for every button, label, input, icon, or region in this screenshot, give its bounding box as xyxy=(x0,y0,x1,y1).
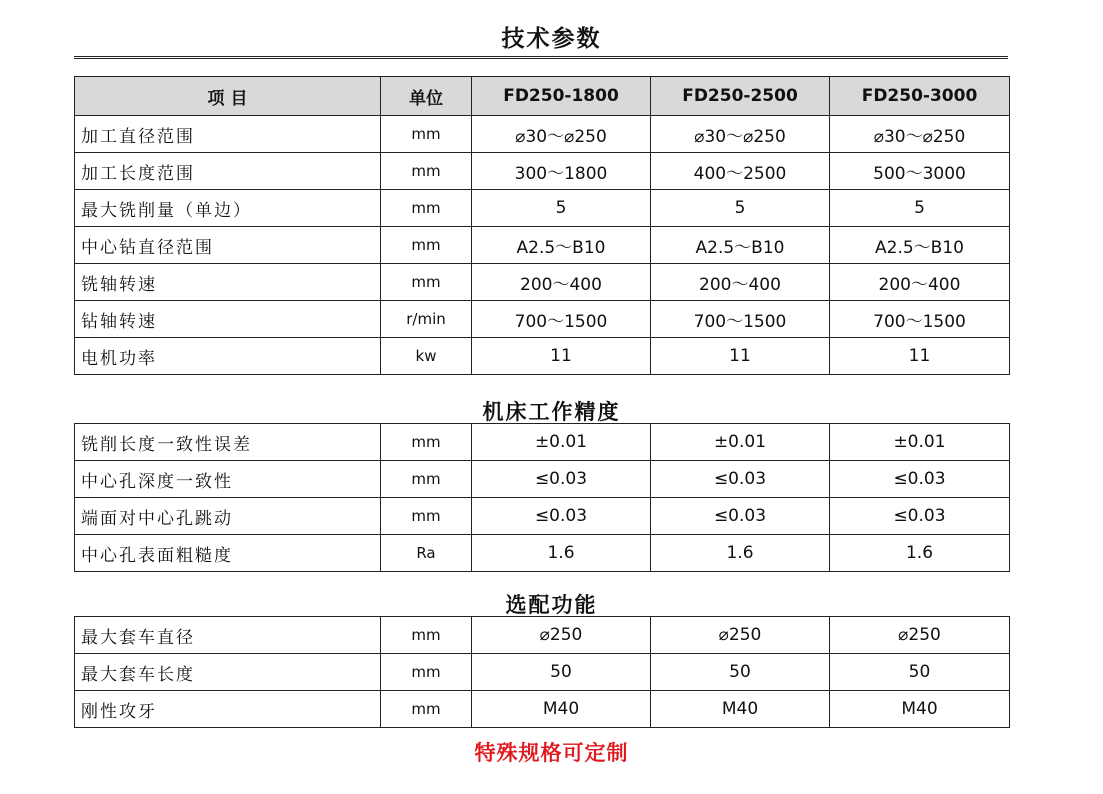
row-value-model-3: 50 xyxy=(830,654,1010,691)
row-value-model-1: ≤0.03 xyxy=(472,498,651,535)
row-value-model-2: ⌀250 xyxy=(651,617,830,654)
row-value-model-3: ±0.01 xyxy=(830,424,1010,461)
page-title: 技术参数 xyxy=(501,25,602,52)
row-value-model-2: 11 xyxy=(651,338,830,375)
row-unit: mm xyxy=(381,461,472,498)
row-value-model-2: 50 xyxy=(651,654,830,691)
row-value-model-2: 700～1500 xyxy=(651,301,830,338)
row-label: 钻轴转速 xyxy=(75,301,381,338)
header-item: 项 目 xyxy=(75,77,381,116)
row-label: 铣削长度一致性误差 xyxy=(75,424,381,461)
row-value-model-3: 11 xyxy=(830,338,1010,375)
row-value-model-1: A2.5～B10 xyxy=(472,227,651,264)
precision-body xyxy=(75,424,1010,572)
row-value-model-2: 1.6 xyxy=(651,535,830,572)
row-value-model-3: 700～1500 xyxy=(830,301,1010,338)
row-value-model-3: ⌀30～⌀250 xyxy=(830,116,1010,153)
row-value-model-2: 400～2500 xyxy=(651,153,830,190)
row-value-model-2: 200～400 xyxy=(651,264,830,301)
row-value-model-2: ≤0.03 xyxy=(651,498,830,535)
table-row xyxy=(75,691,1010,728)
table-row xyxy=(75,264,1010,301)
row-value-model-1: ⌀30～⌀250 xyxy=(472,116,651,153)
row-label: 最大铣削量（单边） xyxy=(75,190,381,227)
row-unit: Ra xyxy=(381,535,472,572)
custom-spec-note: 特殊规格可定制 xyxy=(474,740,629,765)
row-value-model-1: 200～400 xyxy=(472,264,651,301)
row-unit: mm xyxy=(381,617,472,654)
row-value-model-1: M40 xyxy=(472,691,651,728)
table-row xyxy=(75,190,1010,227)
options-section-title: 选配功能 xyxy=(505,592,598,617)
table-row xyxy=(75,301,1010,338)
row-value-model-2: A2.5～B10 xyxy=(651,227,830,264)
row-value-model-3: ≤0.03 xyxy=(830,498,1010,535)
row-unit: mm xyxy=(381,654,472,691)
row-value-model-1: ⌀250 xyxy=(472,617,651,654)
options-body xyxy=(75,617,1010,728)
row-value-model-3: A2.5～B10 xyxy=(830,227,1010,264)
row-label: 中心钻直径范围 xyxy=(75,227,381,264)
header-model-2: FD250-2500 xyxy=(651,77,830,116)
row-value-model-2: ±0.01 xyxy=(651,424,830,461)
row-value-model-1: 700～1500 xyxy=(472,301,651,338)
row-label: 铣轴转速 xyxy=(75,264,381,301)
table-row xyxy=(75,535,1010,572)
row-value-model-3: 200～400 xyxy=(830,264,1010,301)
row-value-model-3: ⌀250 xyxy=(830,617,1010,654)
row-value-model-1: ≤0.03 xyxy=(472,461,651,498)
row-value-model-1: 5 xyxy=(472,190,651,227)
table-row xyxy=(75,617,1010,654)
table-row xyxy=(75,116,1010,153)
spec-table xyxy=(74,76,1010,375)
row-unit: kw xyxy=(381,338,472,375)
row-value-model-3: 500～3000 xyxy=(830,153,1010,190)
title-underline xyxy=(74,56,1008,59)
options-table xyxy=(74,616,1010,728)
row-label: 电机功率 xyxy=(75,338,381,375)
row-unit: mm xyxy=(381,424,472,461)
row-label: 最大套车长度 xyxy=(75,654,381,691)
row-label: 加工直径范围 xyxy=(75,116,381,153)
row-value-model-1: 300～1800 xyxy=(472,153,651,190)
row-value-model-3: M40 xyxy=(830,691,1010,728)
row-value-model-2: ≤0.03 xyxy=(651,461,830,498)
row-unit: mm xyxy=(381,190,472,227)
row-unit: mm xyxy=(381,264,472,301)
table-row xyxy=(75,153,1010,190)
row-value-model-2: 5 xyxy=(651,190,830,227)
header-model-1: FD250-1800 xyxy=(472,77,651,116)
row-label: 端面对中心孔跳动 xyxy=(75,498,381,535)
row-label: 加工长度范围 xyxy=(75,153,381,190)
row-value-model-1: 11 xyxy=(472,338,651,375)
table-row xyxy=(75,498,1010,535)
row-label: 最大套车直径 xyxy=(75,617,381,654)
table-row xyxy=(75,461,1010,498)
row-unit: mm xyxy=(381,227,472,264)
header-model-3: FD250-3000 xyxy=(830,77,1010,116)
row-label: 中心孔表面粗糙度 xyxy=(75,535,381,572)
row-value-model-1: 1.6 xyxy=(472,535,651,572)
row-value-model-2: M40 xyxy=(651,691,830,728)
row-value-model-3: 5 xyxy=(830,190,1010,227)
row-unit: mm xyxy=(381,116,472,153)
row-unit: r/min xyxy=(381,301,472,338)
table-row xyxy=(75,424,1010,461)
row-value-model-1: ±0.01 xyxy=(472,424,651,461)
row-label: 中心孔深度一致性 xyxy=(75,461,381,498)
row-value-model-2: ⌀30～⌀250 xyxy=(651,116,830,153)
header-unit: 单位 xyxy=(381,77,472,116)
row-value-model-1: 50 xyxy=(472,654,651,691)
row-unit: mm xyxy=(381,498,472,535)
row-label: 刚性攻牙 xyxy=(75,691,381,728)
spec-body xyxy=(75,116,1010,375)
row-value-model-3: ≤0.03 xyxy=(830,461,1010,498)
row-unit: mm xyxy=(381,153,472,190)
precision-section-title: 机床工作精度 xyxy=(482,399,621,424)
table-row xyxy=(75,338,1010,375)
table-header-row xyxy=(75,77,1010,116)
row-value-model-3: 1.6 xyxy=(830,535,1010,572)
precision-table xyxy=(74,423,1010,572)
table-row xyxy=(75,227,1010,264)
row-unit: mm xyxy=(381,691,472,728)
table-row xyxy=(75,654,1010,691)
